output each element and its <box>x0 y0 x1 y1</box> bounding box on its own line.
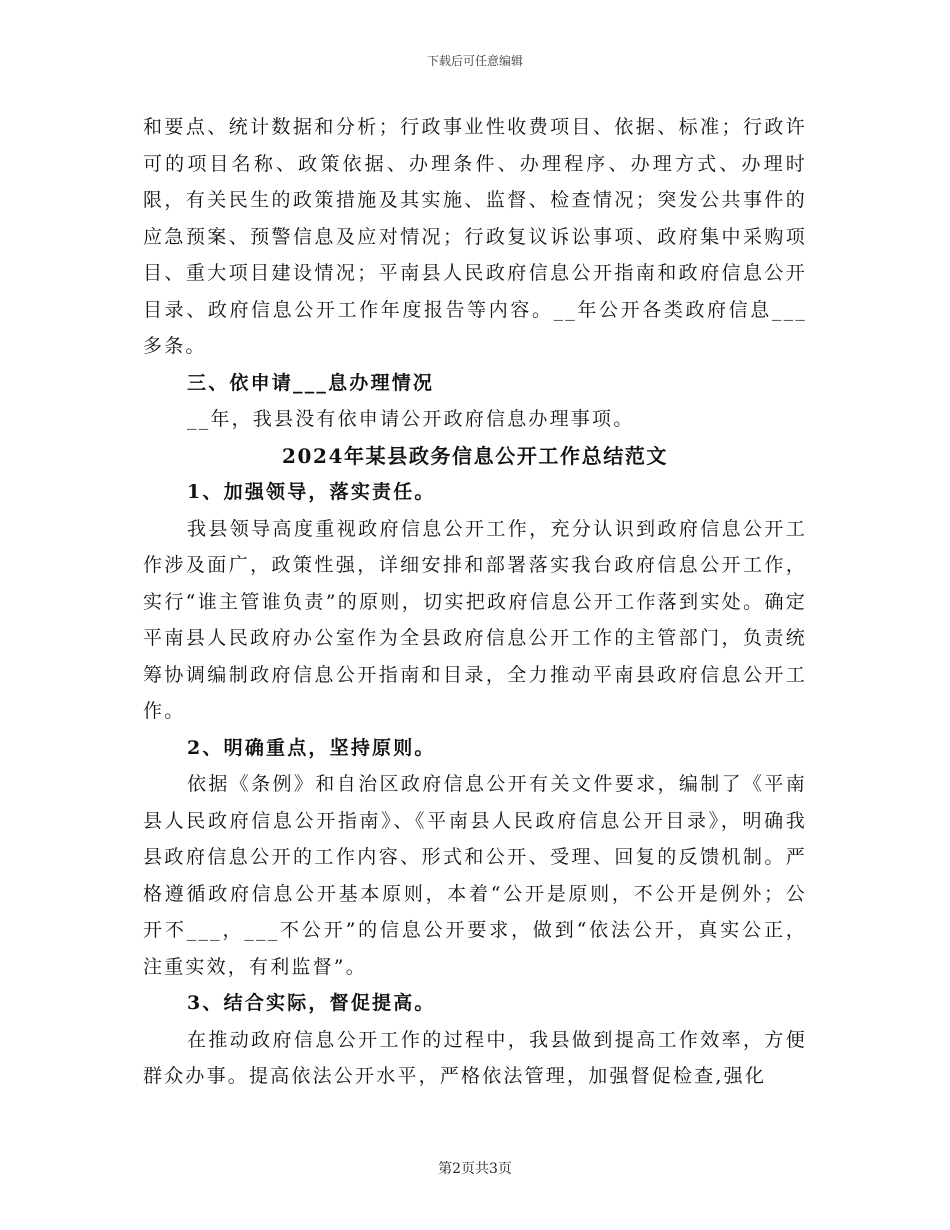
document-title: 2024年某县政务信息公开工作总结范文 <box>281 443 669 468</box>
item-heading-2: 2、明确重点，坚持原则。 <box>187 736 436 759</box>
continued-paragraph: 和要点、统计数据和分析；行政事业性收费项目、依据、标准；行政许可的项目名称、政策依据、办理条件、办理程序、办理方式、办理时限，有关民生的政策措施及其实施、监督、检查情况；突发公共事件的应急预案、预警信息及应对情况；行政复议诉讼事项、政府集中采购项目、重大项目建设情况；平南县人民政府信息公开指南和政府信息公开目录、政府信息公开工作年度报告等内容。__年公开各类政府信息___多条。 <box>143 116 807 357</box>
document-body <box>143 109 807 1095</box>
section-paragraph: __年，我县没有依申请公开政府信息办理事项。 <box>187 408 635 430</box>
item-heading-3: 3、结合实际，督促提高。 <box>187 992 436 1014</box>
page-number: 第2页共3页 <box>438 1161 512 1177</box>
item-paragraph-3: 在推动政府信息公开工作的过程中，我县做到提高工作效率，方便群众办事。提高依法公开水平，严格依法管理，加强督促检查,强化 <box>143 1028 807 1087</box>
item-heading-1: 1、加强领导，落实责任。 <box>187 481 436 503</box>
item-paragraph-1: 我县领导高度重视政府信息公开工作，充分认识到政府信息公开工作涉及面广，政策性强，详细安排和部署落实我台政府信息公开工作，实行“谁主管谁负责”的原则，切实把政府信息公开工作落到实处。确定平南县人民政府办公室作为全县政府信息公开工作的主管部门，负责统筹协调编制政府信息公开指南和目录，全力推动平南县政府信息公开工作。 <box>143 517 807 722</box>
section-heading: 三、依申请___息办理情况 <box>187 371 435 394</box>
page-header-note: 下载后可任意编辑 <box>426 54 523 68</box>
item-paragraph-2: 依据《条例》和自治区政府信息公开有关文件要求，编制了《平南县人民政府信息公开指南》、《平南县人民政府信息公开目录》，明确我县政府信息公开的工作内容、形式和公开、受理、回复的反馈机制。严格遵循政府信息公开基本原则，本着“公开是原则，不公开是例外；公开不___，___不公开”的信息公开要求，做到“依法公开，真实公正，注重实效，有利监督”。 <box>143 773 807 978</box>
